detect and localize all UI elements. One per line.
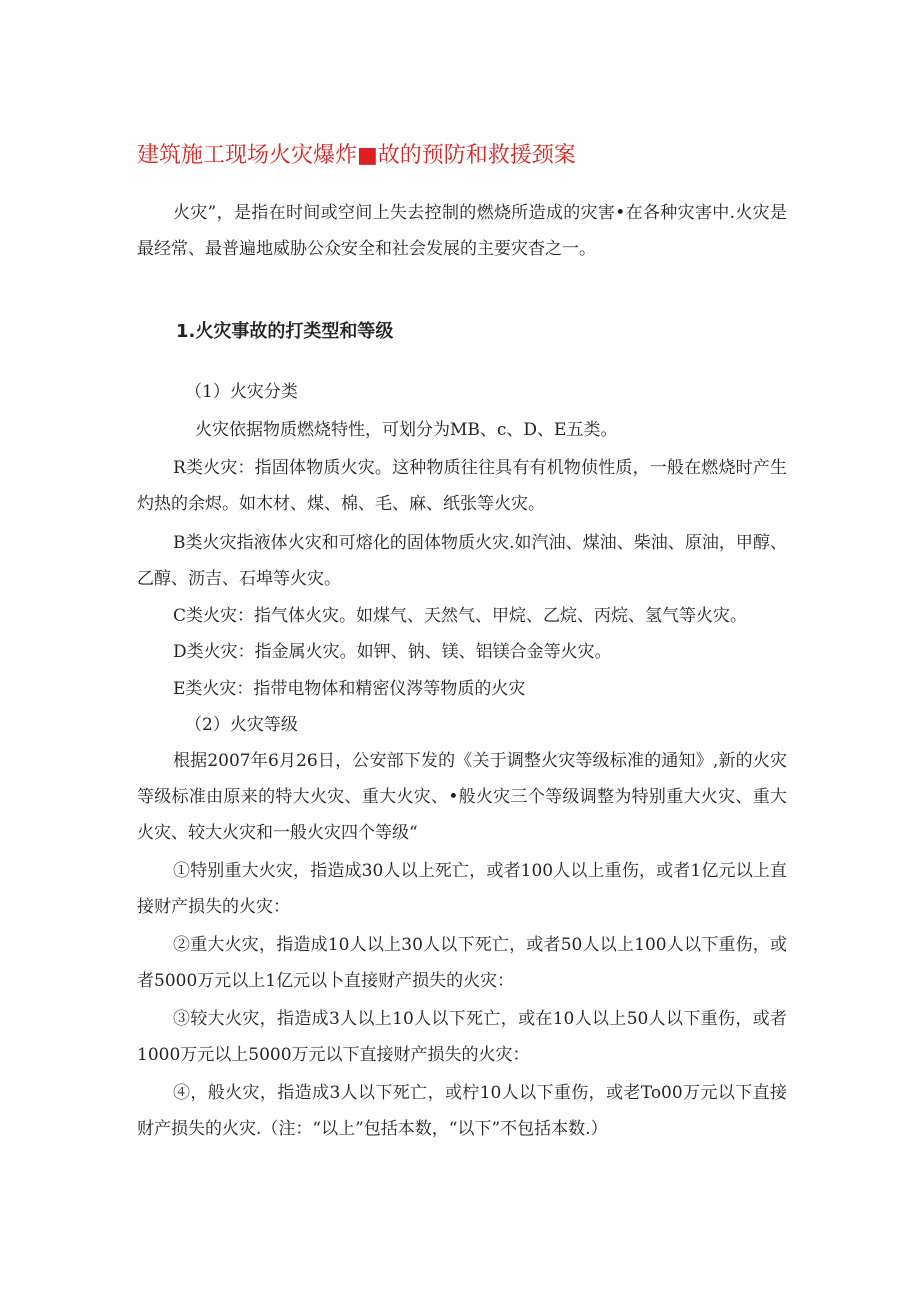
subheading-fire-grades: （2）火灾等级 [185,715,298,735]
classification-intro: 火灾依据物质燃烧特性，可划分为MB、c、D、E五类。 [195,420,618,440]
grade-3-paragraph: ③较大火灾，指造成3人以上10人以下死亡，或在10人以上50人以下重伤，或者1000万元以上5000万元以下直接财产损失的火灾： [137,1009,787,1065]
class-a-paragraph: R类火灾：指固体物质火灾。这种物质往往具有有机物侦性质，一般在燃烧时产生灼热的余烬。如木材、煤、棉、毛、麻、纸张等火灾。 [137,458,787,514]
grades-intro-paragraph: 根据2007年6月26日，公安部下发的《关于调整火灾等级标准的通知》,新的火灾等级标准由原来的特大火灾、重大火灾、•般火灾三个等级调整为特别重大火灾、重大火灾、较大火灾和一般火灾四个等级“ [137,751,787,843]
class-c-line: C类火灾：指气体火灾。如煤气、天然气、甲烷、乙烷、丙烷、氢气等火灾。 [173,606,748,626]
subheading-fire-classification: （1）火灾分类 [185,382,298,402]
intro-paragraph: 火灾”，是指在时间或空间上失去控制的燃烧所造成的灾害•在各种灾害中.火灾是最经常、最普遍地威胁公众安全和社会发展的主要灾杳之一。 [137,203,787,259]
grade-2-paragraph: ②重大火灾，指造成10人以上30人以下死亡，或者50人以上100人以下重伤，或者5000万元以上1亿元以卜直接财产损失的火灾： [137,935,787,991]
class-b-paragraph: B类火灾指液体火灾和可熔化的固体物质火灾.如汽油、煤油、柴油、原油，甲醇、乙醇、沥吉、石埠等火灾。 [137,533,787,589]
class-e-line: E类火灾：指带电物体和精密仪涔等物质的火灾 [173,679,526,699]
document-title: 建筑施工现场火灾爆炸■故的预防和救援颈案 [137,143,576,168]
section-heading-fire-types: 1.火灾事故的打类型和等级 [176,321,394,342]
class-d-line: D类火灾：指金属火灾。如钾、钠、镁、铝镁合金等火灾。 [173,642,612,662]
grade-4-paragraph: ④，般火灾，指造成3人以下死亡，或柠10人以下重伤，或老To00万元以下直接财产损失的火灾.（注：“以上”包括本数，“以下”不包括本数.） [137,1083,787,1139]
grade-1-paragraph: ①特别重大火灾，指造成30人以上死亡，或者100人以上重伤，或者1亿元以上直接财产损失的火灾： [137,861,787,917]
